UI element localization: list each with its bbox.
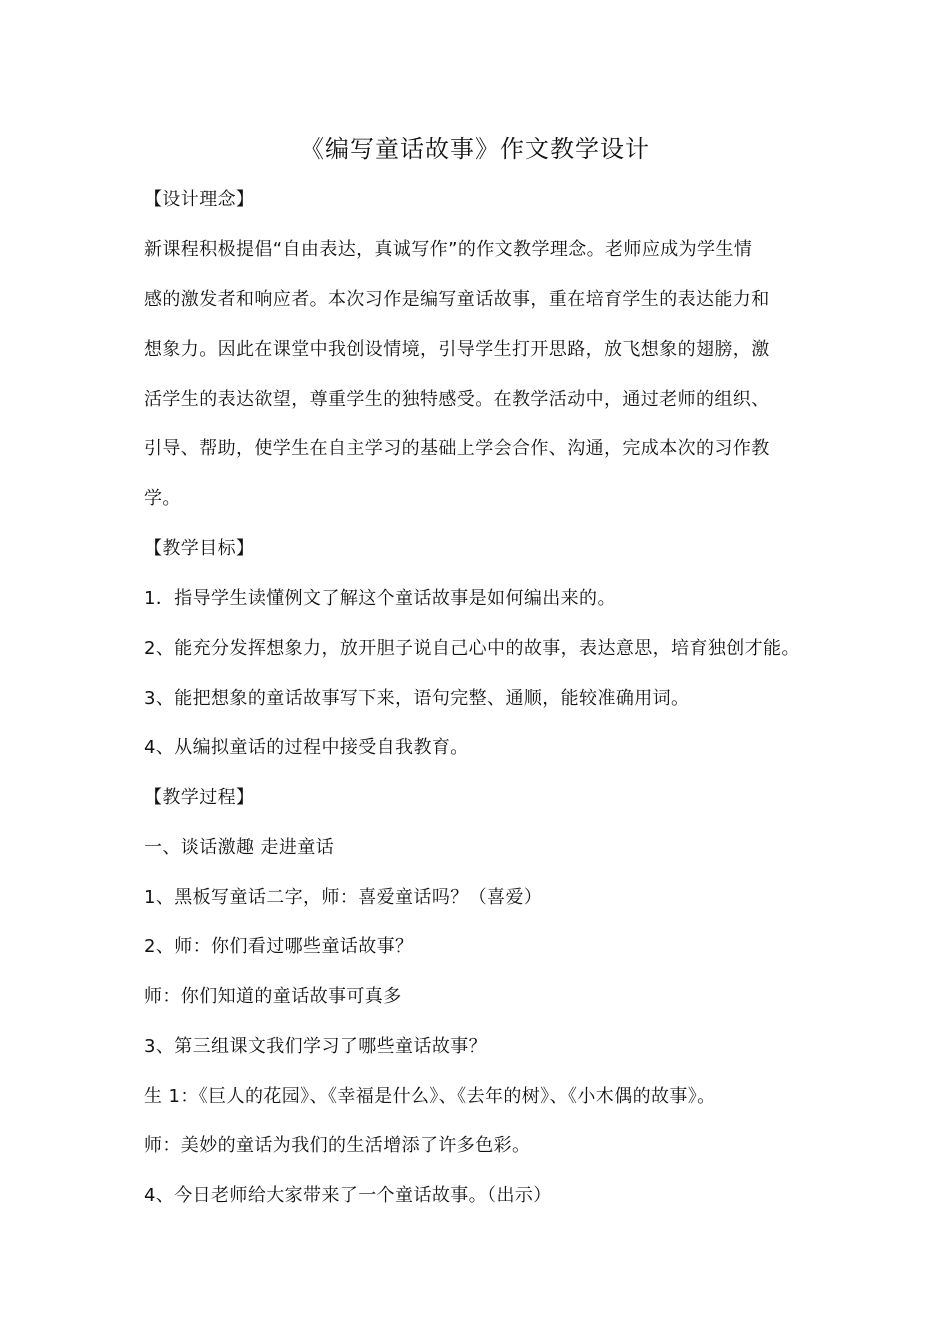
process-line: 一、谈话激趣 走进童话	[144, 837, 335, 858]
process-line: 生 1：《巨人的花园》、《幸福是什么》、《去年的树》、《小木偶的故事》。	[144, 1086, 716, 1107]
process-line: 1、黑板写童话二字，师：喜爱童话吗？（喜爱）	[144, 887, 543, 908]
process-line: 师：你们知道的童话故事可真多	[144, 986, 402, 1007]
process-line: 2、师：你们看过哪些童话故事？	[144, 936, 414, 957]
section-heading-goals: 【教学目标】	[144, 538, 255, 559]
goal-item: 2、能充分发挥想象力，放开胆子说自己心中的故事，表达意思，培育独创才能。	[144, 638, 800, 659]
goal-item: 4、从编拟童话的过程中接受自我教育。	[144, 737, 469, 758]
goal-item: 3、能把想象的童话故事写下来，语句完整、通顺，能较准确用词。	[144, 688, 690, 709]
process-line: 3、第三组课文我们学习了哪些童话故事？	[144, 1036, 488, 1057]
concept-line: 学。	[144, 488, 181, 509]
concept-line: 感的激发者和响应者。本次习作是编写童话故事，重在培育学生的表达能力和	[144, 289, 770, 310]
concept-line: 想象力。因此在课堂中我创设情境，引导学生打开思路，放飞想象的翅膀，激	[144, 339, 770, 360]
process-line: 师：美妙的童话为我们的生活增添了许多色彩。	[144, 1135, 531, 1156]
section-heading-concept: 【设计理念】	[144, 189, 255, 210]
concept-line: 引导、帮助，使学生在自主学习的基础上学会合作、沟通，完成本次的习作教	[144, 438, 770, 459]
goal-item: 1．指导学生读懂例文了解这个童话故事是如何编出来的。	[144, 588, 616, 609]
section-heading-process: 【教学过程】	[144, 787, 255, 808]
concept-line: 新课程积极提倡“自由表达，真诚写作”的作文教学理念。老师应成为学生情	[144, 239, 753, 260]
concept-line: 活学生的表达欲望，尊重学生的独特感受。在教学活动中，通过老师的组织、	[144, 389, 770, 410]
document-title: 《编写童话故事》作文教学设计	[300, 135, 650, 163]
process-line: 4、今日老师给大家带来了一个童话故事。（出示）	[144, 1185, 552, 1206]
